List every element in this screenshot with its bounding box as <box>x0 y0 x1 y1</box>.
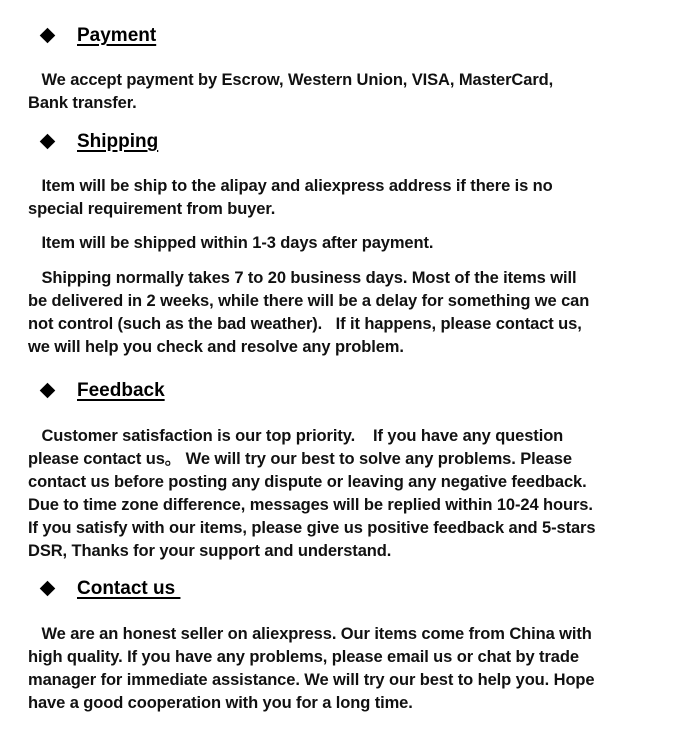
text-line: Due to time zone difference, messages will be replied within 10-24 hours. <box>28 496 593 514</box>
diamond-bullet-icon <box>42 136 55 149</box>
text-line: If you satisfy with our items, please give us positive feedback and 5-stars <box>28 519 596 537</box>
text-line: have a good cooperation with you for a long time. <box>28 694 413 712</box>
contact-title: Contact us <box>77 578 181 599</box>
payment-heading <box>38 23 156 49</box>
text-line: Customer satisfaction is our top priority. If you have any question <box>28 427 564 445</box>
payment-paragraph <box>28 69 658 115</box>
text-line: manager for immediate assistance. We will try our best to help you. Hope <box>28 671 595 689</box>
contact-paragraph <box>28 623 658 715</box>
text-line: contact us before posting any dispute or leaving any negative feedback. <box>28 473 587 491</box>
diamond-bullet-icon <box>42 385 55 398</box>
text-line: Item will be shipped within 1-3 days after payment. <box>28 234 434 252</box>
diamond-bullet-icon <box>42 583 55 596</box>
shipping-paragraph-2 <box>28 232 658 255</box>
payment-title: Payment <box>77 25 157 46</box>
feedback-paragraph <box>28 425 658 563</box>
shipping-paragraph-3 <box>28 267 658 359</box>
shipping-paragraph-1 <box>28 175 658 221</box>
feedback-title: Feedback <box>77 380 165 401</box>
diamond-bullet-icon <box>42 30 55 43</box>
contact-heading <box>38 576 180 602</box>
shipping-heading <box>38 129 158 155</box>
text-line: DSR, Thanks for your support and understand. <box>28 542 392 560</box>
text-line: we will help you check and resolve any problem. <box>28 338 404 356</box>
feedback-heading <box>38 378 165 404</box>
shipping-title: Shipping <box>77 131 159 152</box>
text-line: not control (such as the bad weather). If it happens, please contact us, <box>28 315 582 333</box>
text-line: We are an honest seller on aliexpress. Our items come from China with <box>28 625 592 643</box>
text-line: Bank transfer. <box>28 94 137 112</box>
text-line: Item will be ship to the alipay and aliexpress address if there is no <box>28 177 553 195</box>
text-line: be delivered in 2 weeks, while there will be a delay for something we can <box>28 292 590 310</box>
text-line: please contact us。 We will try our best to solve any problems. Please <box>28 450 572 468</box>
text-line: We accept payment by Escrow, Western Union, VISA, MasterCard, <box>28 71 554 89</box>
text-line: Shipping normally takes 7 to 20 business days. Most of the items will <box>28 269 577 287</box>
text-line: special requirement from buyer. <box>28 200 276 218</box>
text-line: high quality. If you have any problems, please email us or chat by trade <box>28 648 579 666</box>
